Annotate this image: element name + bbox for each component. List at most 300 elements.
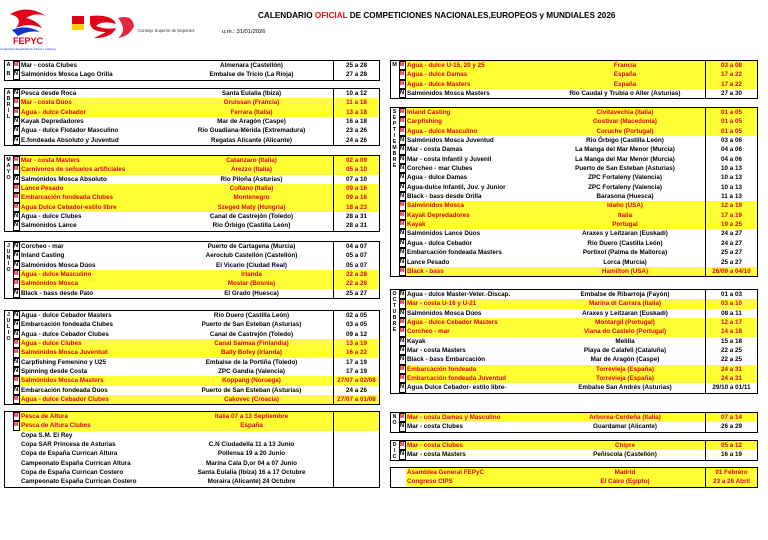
event-dates: 01 a 05 [705,117,757,126]
scope-badge: M [13,108,20,117]
event-row [5,108,379,117]
scope-badge: M [399,117,406,126]
event-dates: 24 a 26 [333,136,379,145]
event-row [5,279,379,288]
month-cell: B [6,71,11,78]
month-cell [5,221,12,230]
event-name: Salmónidos Lance Dúos [407,230,481,238]
event-name: Agua - dulce Cebador [20,108,170,117]
event-place: Torrevieja (España) [545,374,705,383]
month-label: D I C [392,442,397,460]
month-cell [391,468,398,477]
event-dates: 10 a 13 [705,183,757,192]
event-dates: 01 a 03 [705,290,757,299]
event-dates: 18 a 23 [333,203,379,212]
event-name: Pesca de Altura Clubes [20,421,170,430]
event-dates: 22 a 25 [705,355,757,364]
event-row [391,183,757,192]
scope-badge: N [13,261,20,270]
event-row [5,98,379,107]
event-name: Agua Dulce Cebador-estilo libre [20,203,170,212]
event-place: Guardamar (Alicante) [592,423,658,431]
event-place: Aeroclub Castellón (Castellón) [205,252,298,260]
event-row [5,261,379,270]
event-place: Marina Cala D,or 04 a 07 Junio [206,459,297,467]
event-place: Arezzo (Italia) [170,165,333,174]
event-place: Gostivar (Macedonia) [545,117,705,126]
event-name: Kayak [407,337,426,345]
event-dates: 15 a 18 [705,337,757,346]
event-name: Agua - dulce Cebador [407,239,473,247]
month-cell [391,173,398,182]
event-dates: 24 a 31 [705,365,757,374]
event-row [391,468,757,477]
event-place: Puerto de Cartagena (Murcia) [207,243,296,250]
event-place: Mar de Aragón (Caspe) [590,356,660,364]
month-cell [5,468,12,477]
event-dates: 27/07 a 01/08 [333,395,379,404]
scope-badge: N [399,309,406,318]
scope-badge: M [399,413,406,422]
scope-badge: N [13,117,20,126]
scope-badge: N [399,145,406,154]
scope-badge: M [399,108,406,117]
event-dates: 04 a 06 [705,145,757,154]
event-place: Marina di Carrara (Italia) [545,299,705,308]
event-dates: 22 a 28 [333,279,379,288]
event-place: ZPC Fortaleny (Valencia) [588,174,662,182]
event-place: Melilla [615,337,635,345]
event-name: Agua - dulce Masculino [20,270,170,279]
month-cell [391,477,398,486]
event-name: Agua - dulce Masculino [406,127,545,136]
event-place: Torrevieja (España) [545,365,705,374]
event-dates: 12 a 17 [705,318,757,327]
event-dates: 04 a 06 [705,155,757,164]
scope-badge: M [399,299,406,308]
event-dates: 23 a 26 Abril [705,477,757,486]
event-row [391,145,757,154]
event-place: Barasona (Huesca) [596,193,654,201]
event-row [5,311,379,320]
event-place: C.N Ciudadella 11 a 13 Junio [208,441,295,449]
month-cell [5,395,12,404]
event-row [5,184,379,193]
event-name: Mar - costa Damas y Masculino [406,413,545,422]
event-place: ZPC Gandía (Valencia) [218,368,285,376]
event-place: España [170,421,333,430]
event-row [5,431,379,440]
scope-badge: N [399,183,406,192]
event-place: Rio Guadiana-Mérida (Extremadura) [197,127,306,135]
event-row [5,386,379,395]
event-place: Montenegro [170,193,333,202]
event-dates: 17 a 19 [705,211,757,220]
event-place: Playa de Calafell (Cataluña) [583,347,667,355]
event-place: El Grado (Huesca) [224,289,279,297]
month-cell [5,212,12,221]
scope-badge: N [13,175,20,184]
event-place: Catanzaro (Italia) [170,156,333,165]
event-dates: 17 a 19 [333,358,379,367]
event-row [391,70,757,79]
event-dates: 23 a 26 [333,126,379,135]
event-name: Black - bass desde Pato [21,289,94,297]
event-name: Copa SAR Princesa de Asturias [21,441,116,449]
scope-badge: N [13,70,20,79]
event-place: Mostar (Bosnia) [170,279,333,288]
event-row [5,70,379,79]
event-name: Copa S.M. El Rey [21,431,73,439]
scope-badge: M [13,156,20,165]
scope-badge [13,459,20,468]
scope-badge: N [399,450,406,459]
left-section-4 [4,310,380,405]
event-place: Rio Caudal y Trubia o Aller (Asturias) [569,90,681,98]
scope-badge: M [399,267,406,276]
event-name: Agua - dulce Master-Veter.-Discap. [407,291,511,298]
event-name: Mar - costa Damas [407,146,463,154]
event-name: Mar - costa Dúos [20,98,170,107]
event-dates: 02 a 05 [333,311,379,320]
event-row [5,89,379,98]
scope-badge: M [399,220,406,229]
scope-badge: N [13,311,20,320]
event-dates: 09 a 16 [333,193,379,202]
event-dates: 03 a 05 [333,320,379,329]
event-row [391,477,757,486]
event-name: Black - bass desde Orilla [407,193,482,201]
month-cell [391,192,398,201]
event-place: Irlanda [170,270,333,279]
event-place: España [545,80,705,89]
scope-badge: M [13,412,20,421]
month-cell [391,201,398,210]
month-cell [391,80,398,89]
event-dates [333,412,379,421]
event-row [5,421,379,430]
left-section-1 [4,88,380,146]
scope-badge: M [13,165,20,174]
event-place: Arborea-Cerdeña (Italia) [545,413,705,422]
scope-badge: M [399,211,406,220]
scope-badge: N [13,136,20,145]
event-dates: 14 a 18 [705,327,757,336]
event-dates: 27 a 30 [705,89,757,98]
event-dates: 27/07 a 02/08 [333,376,379,385]
scope-badge: N [399,173,406,182]
month-cell [391,374,398,383]
event-dates: 17 a 19 [333,367,379,376]
month-cell [391,383,398,392]
event-dates: 25 a 28 [333,61,379,70]
event-row [5,136,379,145]
event-dates: 10 a 12 [333,89,379,98]
event-place: Idaho (USA) [545,201,705,210]
event-name: Salmónidos Mosca [20,279,170,288]
event-row [5,339,379,348]
event-row [391,365,757,374]
scope-badge: M [13,184,20,193]
event-place: Moraira (Alicante) 24 Octubre [207,478,296,486]
event-place: Ferrara (Italia) [170,108,333,117]
event-row [391,211,757,220]
event-place: Mar de Aragón (Caspe) [217,118,286,126]
event-place: Hamilton (USA) [545,267,705,276]
scope-badge: N [13,242,20,251]
month-cell [5,136,12,145]
event-place: Puerto de San Esteban (Asturias) [201,321,302,329]
event-dates: 25 a 27 [705,248,757,257]
month-cell [5,184,12,193]
event-name: Campeonato España Currican Costero [21,478,137,486]
event-name: Salmónidos Lance [21,222,77,230]
event-dates: 09 a 16 [333,184,379,193]
event-name: Kayak Depredadores [21,118,84,126]
event-row [391,374,757,383]
event-dates: 24 a 27 [705,239,757,248]
event-dates: 22 a 25 [705,346,757,355]
event-name: Agua - dulce Masters [406,80,545,89]
event-name: Agua - dulce Cebador Masters [21,312,112,319]
month-cell [391,183,398,192]
event-row [391,136,757,145]
event-row [391,346,757,355]
event-place: Gruissan (Francia) [170,98,333,107]
month-cell [5,386,12,395]
month-label: M A Y O [6,157,11,181]
scope-badge [13,440,20,449]
month-label: J U L I O [6,312,11,342]
event-row [391,309,757,318]
event-place: Santa Eulalia (Ibiza) 16 a 17 Octubre [197,469,306,477]
scope-badge: N [13,358,20,367]
event-place: Italia 07 a 13 Septiembre [170,412,333,421]
event-name: Pesca desde Roca [21,90,77,97]
event-name: Embarcación fondeada Masters [407,249,502,257]
event-place: Araxes y Leitzaran (Euskadi) [582,230,668,238]
scope-badge: M [13,339,20,348]
event-place: La Manga del Mar Menor (Murcia) [575,155,675,163]
event-place: El Vicario (Ciudad Real) [216,261,287,269]
event-place: Madrid [545,468,705,477]
scope-badge: M [399,127,406,136]
csd-logo-text: Consejo Superior de Deportes [138,28,195,33]
event-place: Italia [545,211,705,220]
right-section-5 [390,467,758,488]
event-name: Agua - dulce Cebador Clubes [20,395,170,404]
event-name: E.fondeada Absoluto y Juventud [21,136,119,144]
scope-badge: N [399,239,406,248]
event-dates: 01 a 05 [705,127,757,136]
month-cell [5,477,12,486]
event-place: Regatas Alicante (Alicante) [211,136,292,144]
event-dates: 28 a 31 [333,221,379,230]
event-place: Szeged Maty (Hungría) [170,203,333,212]
event-dates: 24 a 26 [333,386,379,395]
month-label: J U N I O [6,243,11,273]
event-place: Canal Saimaa (Finlandia) [170,339,333,348]
event-row [391,220,757,229]
event-row [391,89,757,98]
event-dates [333,477,379,486]
event-name: Corcheo - mar [406,327,545,336]
month-cell [5,449,12,458]
event-dates: 28 a 31 [333,212,379,221]
scope-badge: M [399,365,406,374]
event-dates: 05 a 07 [333,261,379,270]
event-name: Carnívoros de señuelos artificiales [20,165,170,174]
event-dates: 03 a 08 [705,61,757,70]
scope-badge: N [13,386,20,395]
event-place: Puerto de San Esteban (Asturias) [201,386,302,394]
scope-badge: N [13,289,20,298]
event-place: Rio Piloña (Asturias) [220,175,283,183]
event-place: Araxes y Leitzaran (Euskadi) [582,309,668,317]
left-section-3 [4,241,380,299]
event-place: Montargil (Portugal) [545,318,705,327]
event-name: Agua - dulce U-15, 20 y 25 [406,61,545,70]
event-dates: 03 a 10 [705,299,757,308]
scope-badge: M [13,395,20,404]
event-dates: 04 a 07 [333,242,379,251]
scope-badge: M [399,80,406,89]
month-cell [5,367,12,376]
scope-badge: N [399,89,406,98]
event-row [5,156,379,165]
event-row [391,201,757,210]
event-dates: 16 a 19 [705,450,757,459]
event-name: Mar - costa Masters [20,156,170,165]
event-row [5,348,379,357]
scope-badge [399,468,406,477]
event-name: Embarcación fondeada Clubes [21,321,114,329]
scope-badge: N [13,251,20,260]
event-place: Canal de Castrejón (Toledo) [209,213,294,221]
month-cell [5,440,12,449]
event-name: Lance Pesado [407,258,450,266]
event-place: Peñiscola (Castellón) [593,451,657,459]
event-place: Santa Eulalia (Ibiza) [221,90,282,97]
event-row [5,212,379,221]
event-name: Corcheo - mar Clubes [407,165,473,173]
event-name: Mar - costa Infantil y Juvenil [407,155,492,163]
event-name: Corcheo - mar [21,243,64,250]
month-cell [5,126,12,135]
event-dates: 03 a 06 [705,136,757,145]
event-row [5,61,379,70]
event-name: Carpfishing Femenino y U25 [21,358,107,366]
month-cell [391,365,398,374]
right-section-4 [390,440,758,461]
event-name: Spinning desde Costa [21,368,88,376]
event-dates [333,431,379,440]
event-dates: 19 a 25 [705,220,757,229]
scope-badge: N [399,192,406,201]
month-cell [391,229,398,238]
month-cell: M [392,62,397,68]
event-row [391,108,757,117]
event-dates: 05 a 07 [333,251,379,260]
event-name: Copa de España Currican Costero [21,469,124,477]
event-name: Salmónidos Mosca Absoluto [21,175,107,183]
event-name: Salmónidos Mosca Lago Orilla [21,71,113,79]
event-name: Mar - costa Clubes [407,423,463,431]
event-dates: 16 a 18 [333,117,379,126]
event-name: Salmónidos Mosca Dúos [21,261,96,269]
event-name: Embarcación fondeada Dúos [21,386,108,394]
month-cell [391,248,398,257]
month-cell: A [6,62,11,68]
event-row [5,395,379,404]
scope-badge: N [399,337,406,346]
event-dates: 17 a 22 [705,80,757,89]
scope-badge: M [13,98,20,107]
event-row [5,376,379,385]
scope-badge: M [399,61,406,70]
event-name: Lance Pesado [20,184,170,193]
event-dates: 02 a 09 [333,156,379,165]
event-name: Agua - dulce Damas [407,174,468,182]
event-dates [333,468,379,477]
left-section-5 [4,411,380,488]
event-row [5,175,379,184]
event-name: Asamblea General FEPyC [406,468,545,477]
event-dates: 11 a 13 [705,192,757,201]
event-name: Agua-dulce Infantil, Juv. y Junior [407,183,506,191]
event-row [391,337,757,346]
event-dates: 12 a 19 [705,201,757,210]
event-row [5,320,379,329]
scope-badge [13,468,20,477]
scope-badge: N [13,212,20,221]
scope-badge: N [399,346,406,355]
event-name: Black - bass Embarcación [407,356,486,364]
left-section-0 [4,60,380,81]
event-place: Viana do Castelo (Portugal) [545,327,705,336]
event-place [170,431,333,440]
event-name: Agua Dulce Cebador- estilo libre- [407,384,507,392]
event-name: Salmónidos Mosca Juventud [20,348,170,357]
event-name: Kayak Depredadores [406,211,545,220]
scope-badge: N [399,258,406,267]
month-cell [391,267,398,276]
event-place: Coltano (Italia) [170,184,333,193]
event-place: Civitavechia (Italia) [545,108,705,117]
event-row [5,412,379,421]
scope-badge: M [399,441,406,450]
event-place: Portixol (Palma de Mallorca) [582,249,668,257]
scope-badge: N [399,355,406,364]
event-name: Mar - costa Masters [407,451,466,459]
event-row [391,61,757,70]
scope-badge: M [399,374,406,383]
event-name: Agua - dulce Cebador Masters [406,318,545,327]
scope-badge: M [13,270,20,279]
event-row [391,80,757,89]
event-row [391,164,757,173]
event-row [5,289,379,298]
event-place: Koppang (Noruega) [170,376,333,385]
event-row [5,477,379,486]
event-row [391,383,757,392]
scope-badge: M [13,61,20,70]
event-row [391,450,757,459]
fepyc-logo-sub: Federación Española de Pesca y Casting [0,47,56,51]
event-name: Pesca de Altura [20,412,170,421]
event-dates: 10 a 13 [705,173,757,182]
month-cell [391,355,398,364]
